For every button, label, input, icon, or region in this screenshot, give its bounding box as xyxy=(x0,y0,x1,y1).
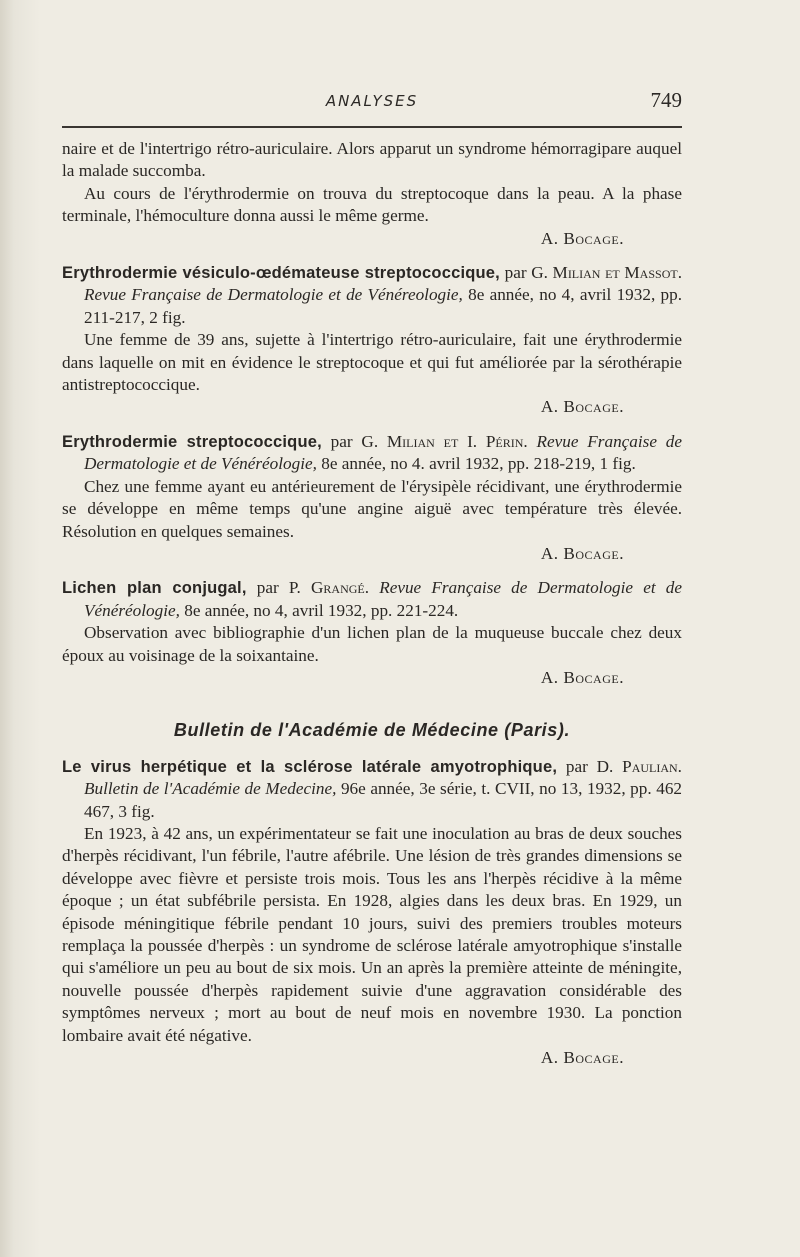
entry-citation xyxy=(62,431,682,476)
entry-details: 8e année, no 4, avril 1932, pp. 211-217, 2 fig. xyxy=(84,285,682,327)
signature: A. Bocage. xyxy=(540,1048,624,1068)
entry-title: Lichen plan conjugal, xyxy=(62,579,247,598)
entry-journal: Bulletin de l'Académie de Medecine, xyxy=(84,779,337,799)
entry-text: Une femme de 39 ans, sujette à l'intertrigo rétro-auriculaire, fait une érythrodermie dans laquelle on mit en évidence le streptocoque et qui fut améliorée par la sérothérapie antistreptococcique. xyxy=(62,330,682,395)
section-heading: Bulletin de l'Académie de Médecine (Paris). xyxy=(173,720,571,741)
entry-text: Observation avec bibliographie d'un lichen plan de la muqueuse buccale chez deux époux au voisinage de la soixantaine. xyxy=(62,623,682,665)
entry-details: 8e année, no 4, avril 1932, pp. 221-224. xyxy=(179,600,459,620)
entry-text: En 1923, à 42 ans, un expérimentateur se fait une inoculation au bras de deux souches d'herpès récidivant, l'un fébrile, l'autre afébrile. Une lésion de très grandes dimensions se développe avec fièvre et persiste trois mois. Tous les ans l'herpès récidive à la même époque ; un état subfébrile persista. En 1928, algies dans les deux bras. En 1929, un épisode méningitique fébrile pendant 10 jours, suivi des premiers troubles moteurs remplaça la poussée d'herpès : un syndrome de sclérose latérale amyotrophique s'installe qui s'améliore un peu au bout de six mois. Un an après la première atteinte de méningite, nouvelle poussée d'herpès rapidement suivie d'une aggravation considérable des symptômes nerveux ; mort au bout de neuf mois en novembre 1930. La ponction lombaire avait été négative. xyxy=(62,823,682,1045)
entry-title: Erythrodermie streptococcique, xyxy=(62,432,322,451)
intro-paragraph: Au cours de l'érythrodermie on trouva du streptocoque dans la peau. A la phase terminale, l'hémoculture donna aussi le même germe. xyxy=(62,183,682,226)
running-title: ANALYSES xyxy=(325,92,419,110)
signature: A. Bocage. xyxy=(540,667,624,687)
entry-authors: P. Grangé. xyxy=(288,578,370,598)
entry-journal: Revue Française de Dermatologie et de Vénéreologie, xyxy=(84,285,463,305)
entry-journal: Revue Française de Dermatologie et de Vénéréologie, xyxy=(84,578,682,620)
entry-by: par xyxy=(321,431,362,451)
abstract-entry xyxy=(62,756,682,1070)
abstract-entry xyxy=(62,577,682,689)
entry-details: 96e année, 3e série, t. CVII, no 13, 1932, pp. 462 467, 3 fig. xyxy=(84,779,683,821)
entry-authors: G. Milian et Massot. xyxy=(531,263,682,283)
entry-by: par xyxy=(499,263,532,283)
abstract-entry xyxy=(62,262,682,419)
intro-paragraph: naire et de l'intertrigo rétro-auriculaire. Alors apparut un syndrome hémorragipare auquel la malade succomba. xyxy=(62,139,682,181)
entry-journal: Revue Française de Dermatologie et de Vénéréologie, xyxy=(84,431,682,474)
signature: A. Bocage. xyxy=(540,228,624,248)
entry-citation xyxy=(62,756,682,823)
abstract-entry xyxy=(62,431,682,565)
entry-details: 8e année, no 4. avril 1932, pp. 218-219, 1 fig. xyxy=(316,454,636,474)
entry-by: par xyxy=(557,756,597,776)
entry-authors: G. Milian et I. Périn. xyxy=(361,431,528,451)
signature: A. Bocage. xyxy=(540,543,624,563)
signature: A. Bocage. xyxy=(540,397,624,417)
entry-title: Erythrodermie vésiculo-œdémateuse streptococcique, xyxy=(62,264,500,283)
entry-citation xyxy=(62,262,682,329)
page-header xyxy=(62,86,682,120)
entry-authors: D. Paulian. xyxy=(596,756,682,776)
entry-citation xyxy=(62,577,682,622)
page-number: 749 xyxy=(650,88,682,112)
header-rule xyxy=(62,126,682,128)
entry-text: Chez une femme ayant eu antérieurement de l'érysipèle récidivant, une érythrodermie se développe en même temps qu'une angine aiguë avec température très élevée. Résolution en quelques semaines. xyxy=(62,476,682,541)
body-text xyxy=(62,138,682,1069)
entry-title: Le virus herpétique et la sclérose latérale amyotrophique, xyxy=(62,757,558,776)
entry-by: par xyxy=(246,578,289,598)
